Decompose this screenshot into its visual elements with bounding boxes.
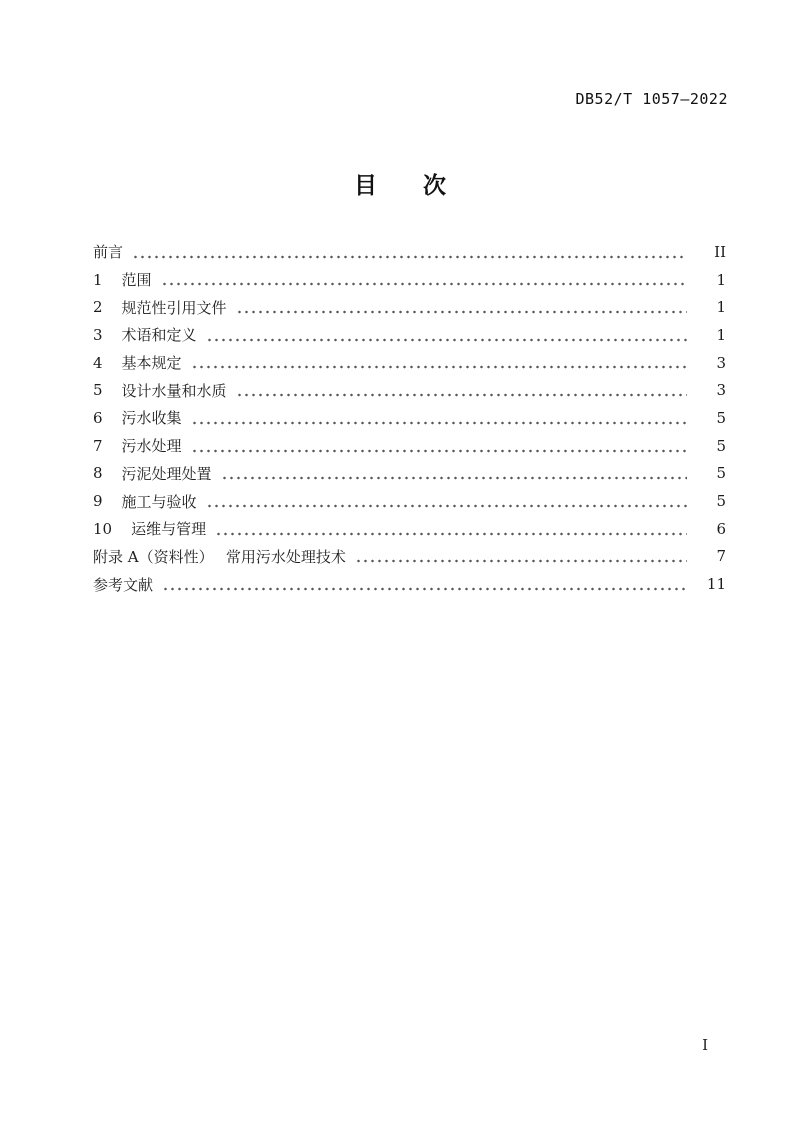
toc-entry <box>93 570 726 598</box>
toc-entry <box>93 349 726 377</box>
toc-leader-dots <box>189 432 687 460</box>
toc-entry-title: 污水处理 <box>121 437 182 456</box>
toc-leader-dots <box>353 543 687 571</box>
toc-entry-page: 1 <box>716 270 726 289</box>
toc-entry-page: 6 <box>716 519 726 538</box>
toc-leader-dots <box>159 266 687 294</box>
toc-entry-title: 附录 A（资料性） 常用污水处理技术 <box>93 547 346 566</box>
toc-list <box>93 238 726 598</box>
toc-entry-title: 运维与管理 <box>131 520 207 539</box>
toc-entry <box>93 266 726 294</box>
toc-entry <box>93 432 726 460</box>
toc-page-title: 目 次 <box>354 173 446 199</box>
toc-entry-page: 5 <box>716 464 726 483</box>
toc-entry <box>93 321 726 349</box>
toc-entry-page: 11 <box>706 575 726 594</box>
toc-entry <box>93 376 726 404</box>
toc-leader-dots <box>130 238 687 266</box>
toc-entry <box>93 293 726 321</box>
toc-entry-title: 基本规定 <box>121 354 182 373</box>
toc-entry-number: 6 <box>93 408 103 427</box>
toc-entry-page: 3 <box>716 381 726 400</box>
toc-entry-title: 范围 <box>121 271 152 290</box>
toc-leader-dots <box>213 515 687 543</box>
toc-entry-number: 7 <box>93 436 103 455</box>
toc-entry-title: 污水收集 <box>121 409 182 428</box>
toc-leader-dots <box>189 404 687 432</box>
toc-entry-page: 7 <box>716 547 726 566</box>
toc-entry-number: 9 <box>93 492 103 511</box>
toc-entry <box>93 515 726 543</box>
toc-entry <box>93 543 726 571</box>
toc-leader-dots <box>219 460 687 488</box>
toc-leader-dots <box>204 321 687 349</box>
toc-entry <box>93 238 726 266</box>
toc-entry-page: 5 <box>716 436 726 455</box>
toc-leader-dots <box>189 349 687 377</box>
toc-leader-dots <box>234 376 687 404</box>
toc-entry-title: 规范性引用文件 <box>121 298 227 317</box>
toc-entry-number: 2 <box>93 298 103 317</box>
doc-code-header: DB52/T 1057—2022 <box>575 90 728 108</box>
toc-entry-number: 3 <box>93 325 103 344</box>
toc-entry-number: 10 <box>93 519 113 538</box>
toc-entry-title: 前言 <box>93 243 124 262</box>
toc-entry-page: II <box>714 242 726 261</box>
toc-entry-title: 设计水量和水质 <box>121 381 227 400</box>
toc-entry-page: 5 <box>716 492 726 511</box>
toc-entry <box>93 404 726 432</box>
toc-entry-number: 5 <box>93 381 103 400</box>
toc-entry-number: 8 <box>93 464 103 483</box>
toc-entry-number: 4 <box>93 353 103 372</box>
toc-entry <box>93 460 726 488</box>
toc-leader-dots <box>160 570 687 598</box>
toc-entry-page: 5 <box>716 408 726 427</box>
toc-entry-title: 污泥处理处置 <box>121 464 212 483</box>
toc-entry-title: 参考文献 <box>93 575 154 594</box>
toc-entry-page: 3 <box>716 353 726 372</box>
toc-entry-page: 1 <box>716 298 726 317</box>
toc-entry <box>93 487 726 515</box>
toc-entry-title: 施工与验收 <box>121 492 197 511</box>
page-number: I <box>702 1036 708 1054</box>
toc-entry-page: 1 <box>716 325 726 344</box>
toc-entry-title: 术语和定义 <box>121 326 197 345</box>
toc-leader-dots <box>204 487 687 515</box>
toc-leader-dots <box>234 293 687 321</box>
toc-entry-number: 1 <box>93 270 103 289</box>
